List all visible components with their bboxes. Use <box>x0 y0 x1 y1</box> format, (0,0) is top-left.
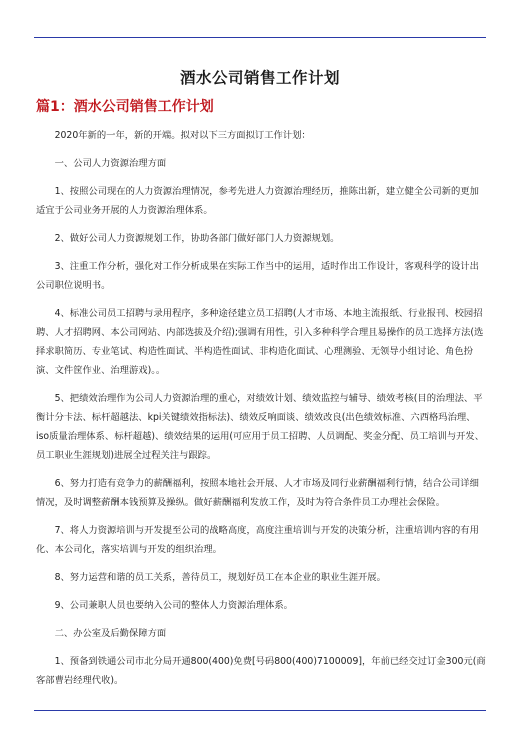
paragraph-item-1: 1、按照公司现在的人力资源治理情况，参考先进人力资源治理经历，推陈出新，建立健全公司新的更加适宜于公司业务开展的人力资源治理体系。 <box>36 186 479 216</box>
paragraph-item-4: 4、标准公司员工招聘与录用程序，多种途径建立员工招聘(人才市场、本地主流报纸、行业报刊、校园招聘、人才招聘网、本公司网站、内部选拔及介绍);强调有用性，引入多种科学合理且易操作的员工选择方法(选择求职简历、专业笔试、构造性面试、半构造性面试、非构造化面试、心理测验、无领导小组讨论、角色扮演、文件筐作业、治理游戏)。。 <box>36 308 484 376</box>
paragraph-item-7: 7、将人力资源培训与开发提至公司的战略高度，高度注重培训与开发的决策分析，注重培训内容的有用化、本公司化，落实培训与开发的组织治理。 <box>36 525 479 555</box>
paragraph-item-6: 6、努力打造有竞争力的薪酬福利，按照本地社会开展、人才市场及同行业薪酬福利行情，结合公司详细情况，及时调整薪酬本钱预算及操纵。做好薪酬福利发放工作，及时为符合条件员工办理社会保险。 <box>36 478 479 508</box>
paragraph-item-5: 5、把绩效治理作为公司人力资源治理的重心，对绩效计划、绩效监控与辅导、绩效考核(目的治理法、平衡计分卡法、标杆超越法、kpi关键绩效指标法)、绩效反响面谈、绩效改良(出色绩效标准、六西格玛治理、iso质量治理体系、标杆超越)、绩效结果的运用(可应用于员工招聘、人员调配、奖金分配、员工培训与开发、员工职业生涯规划)进展全过程关注与跟踪。 <box>36 393 485 461</box>
paragraph-item-8: 8、努力运营和谐的员工关系，善待员工，规划好员工在本企业的职业生涯开展。 <box>54 572 386 583</box>
document-title: 酒水公司销售工作计划 <box>179 69 340 87</box>
heading-office-logistics: 二、办公室及后勤保障方面 <box>54 628 167 639</box>
paragraph-intro: 2020年新的一年，新的开端。拟对以下三方面拟订工作计划： <box>54 130 311 141</box>
paragraph-item-2: 2、做好公司人力资源规划工作，协助各部门做好部门人力资源规划。 <box>54 233 340 244</box>
top-divider <box>34 37 486 38</box>
section-heading: 篇1：酒水公司销售工作计划 <box>36 99 214 115</box>
paragraph-item-9: 9、公司兼职人员也要纳入公司的整体人力资源治理体系。 <box>54 600 293 611</box>
heading-hr-management: 一、公司人力资源治理方面 <box>54 158 167 169</box>
bottom-divider <box>34 710 486 711</box>
document-body <box>36 126 488 699</box>
paragraph-item-3: 3、注重工作分析，强化对工作分析成果在实际工作当中的运用，适时作出工作设计，客观科学的设计出公司职位说明书。 <box>36 261 479 291</box>
paragraph-office-item-1: 1、预备到铁通公司市北分局开通800(400)免费[号码800(400)7100009]，年前已经交过订金300元(商客部曹岩经理代收)。 <box>36 656 486 686</box>
